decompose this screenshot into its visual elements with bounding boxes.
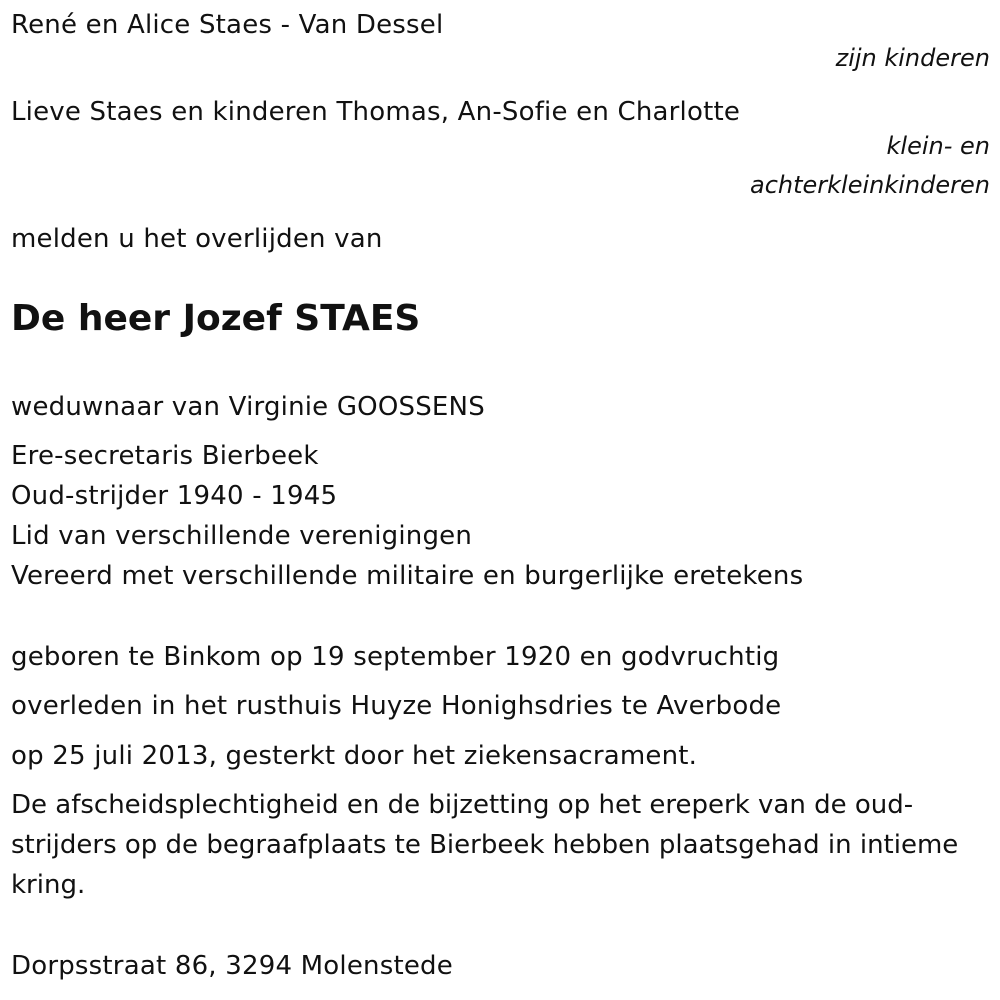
deceased-name: De heer Jozef STAES [11,298,421,339]
announcement: melden u het overlijden van [11,224,383,254]
address: Dorpsstraat 86, 3294 Molenstede [11,951,453,981]
title-line-4: Vereerd met verschillende militaire en burgerlijke eretekens [11,561,804,591]
detail-line-3: op 25 juli 2013, gesterkt door het ziekensacrament. [11,741,698,771]
ceremony-paragraph: De afscheidsplechtigheid en de bijzetting op het ereperk van de oud-strijders op de begraafplaats te Bierbeek hebben plaatsgehad in intieme kring. [11,790,959,900]
family-names-1: René en Alice Staes - Van Dessel [11,10,444,40]
family-relation-1: zijn kinderen [835,44,990,72]
widower-line: weduwnaar van Virginie GOOSSENS [11,392,485,422]
detail-line-2: overleden in het rusthuis Huyze Honighsdries te Averbode [11,691,782,721]
title-line-3: Lid van verschillende verenigingen [11,521,473,551]
family-names-2: Lieve Staes en kinderen Thomas, An-Sofie en Charlotte [11,97,741,127]
title-line-1: Ere-secretaris Bierbeek [11,441,319,471]
family-relation-2a: klein- en [886,132,990,160]
detail-line-1: geboren te Binkom op 19 september 1920 en godvruchtig [11,642,780,672]
family-relation-2b: achterkleinkinderen [750,171,990,199]
title-line-2: Oud-strijder 1940 - 1945 [11,481,338,511]
